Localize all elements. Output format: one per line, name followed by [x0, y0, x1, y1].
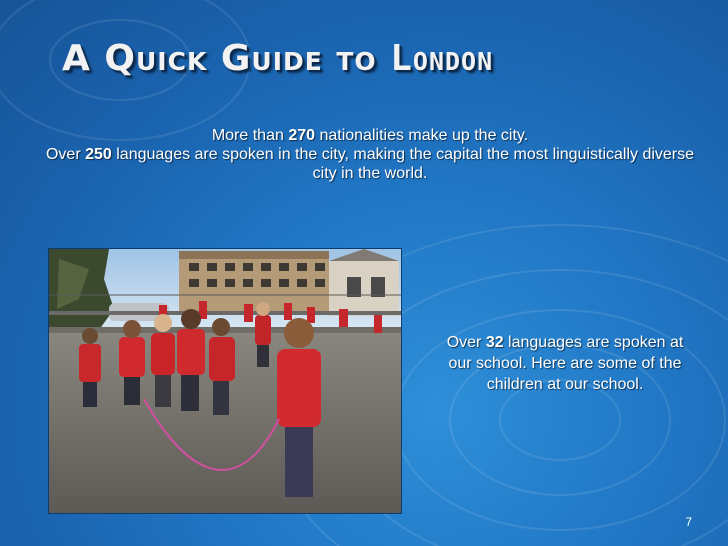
line1-after: nationalities make up the city. — [315, 127, 529, 144]
line2-after: languages are spoken in the city, making the capital the most linguistically diverse city in the world. — [111, 146, 695, 182]
languages-count: 250 — [85, 146, 112, 163]
line1-before: More than — [211, 127, 289, 144]
nationalities-line — [40, 126, 700, 145]
page-number: 7 — [685, 515, 692, 529]
title-prefix: A Quick Guide to — [62, 38, 377, 79]
title-emphasis: London — [390, 38, 494, 79]
slide-title — [62, 38, 493, 79]
school-text — [440, 332, 690, 395]
school-before: Over — [446, 334, 486, 351]
languages-line — [40, 145, 700, 183]
school-after: languages are spoken at our school. Here are some of the children at our school. — [448, 334, 684, 393]
playground-photo — [48, 248, 402, 514]
line2-before: Over — [45, 146, 86, 163]
nationalities-count: 270 — [288, 127, 316, 144]
intro-text — [40, 126, 700, 183]
school-languages-count: 32 — [485, 334, 504, 351]
